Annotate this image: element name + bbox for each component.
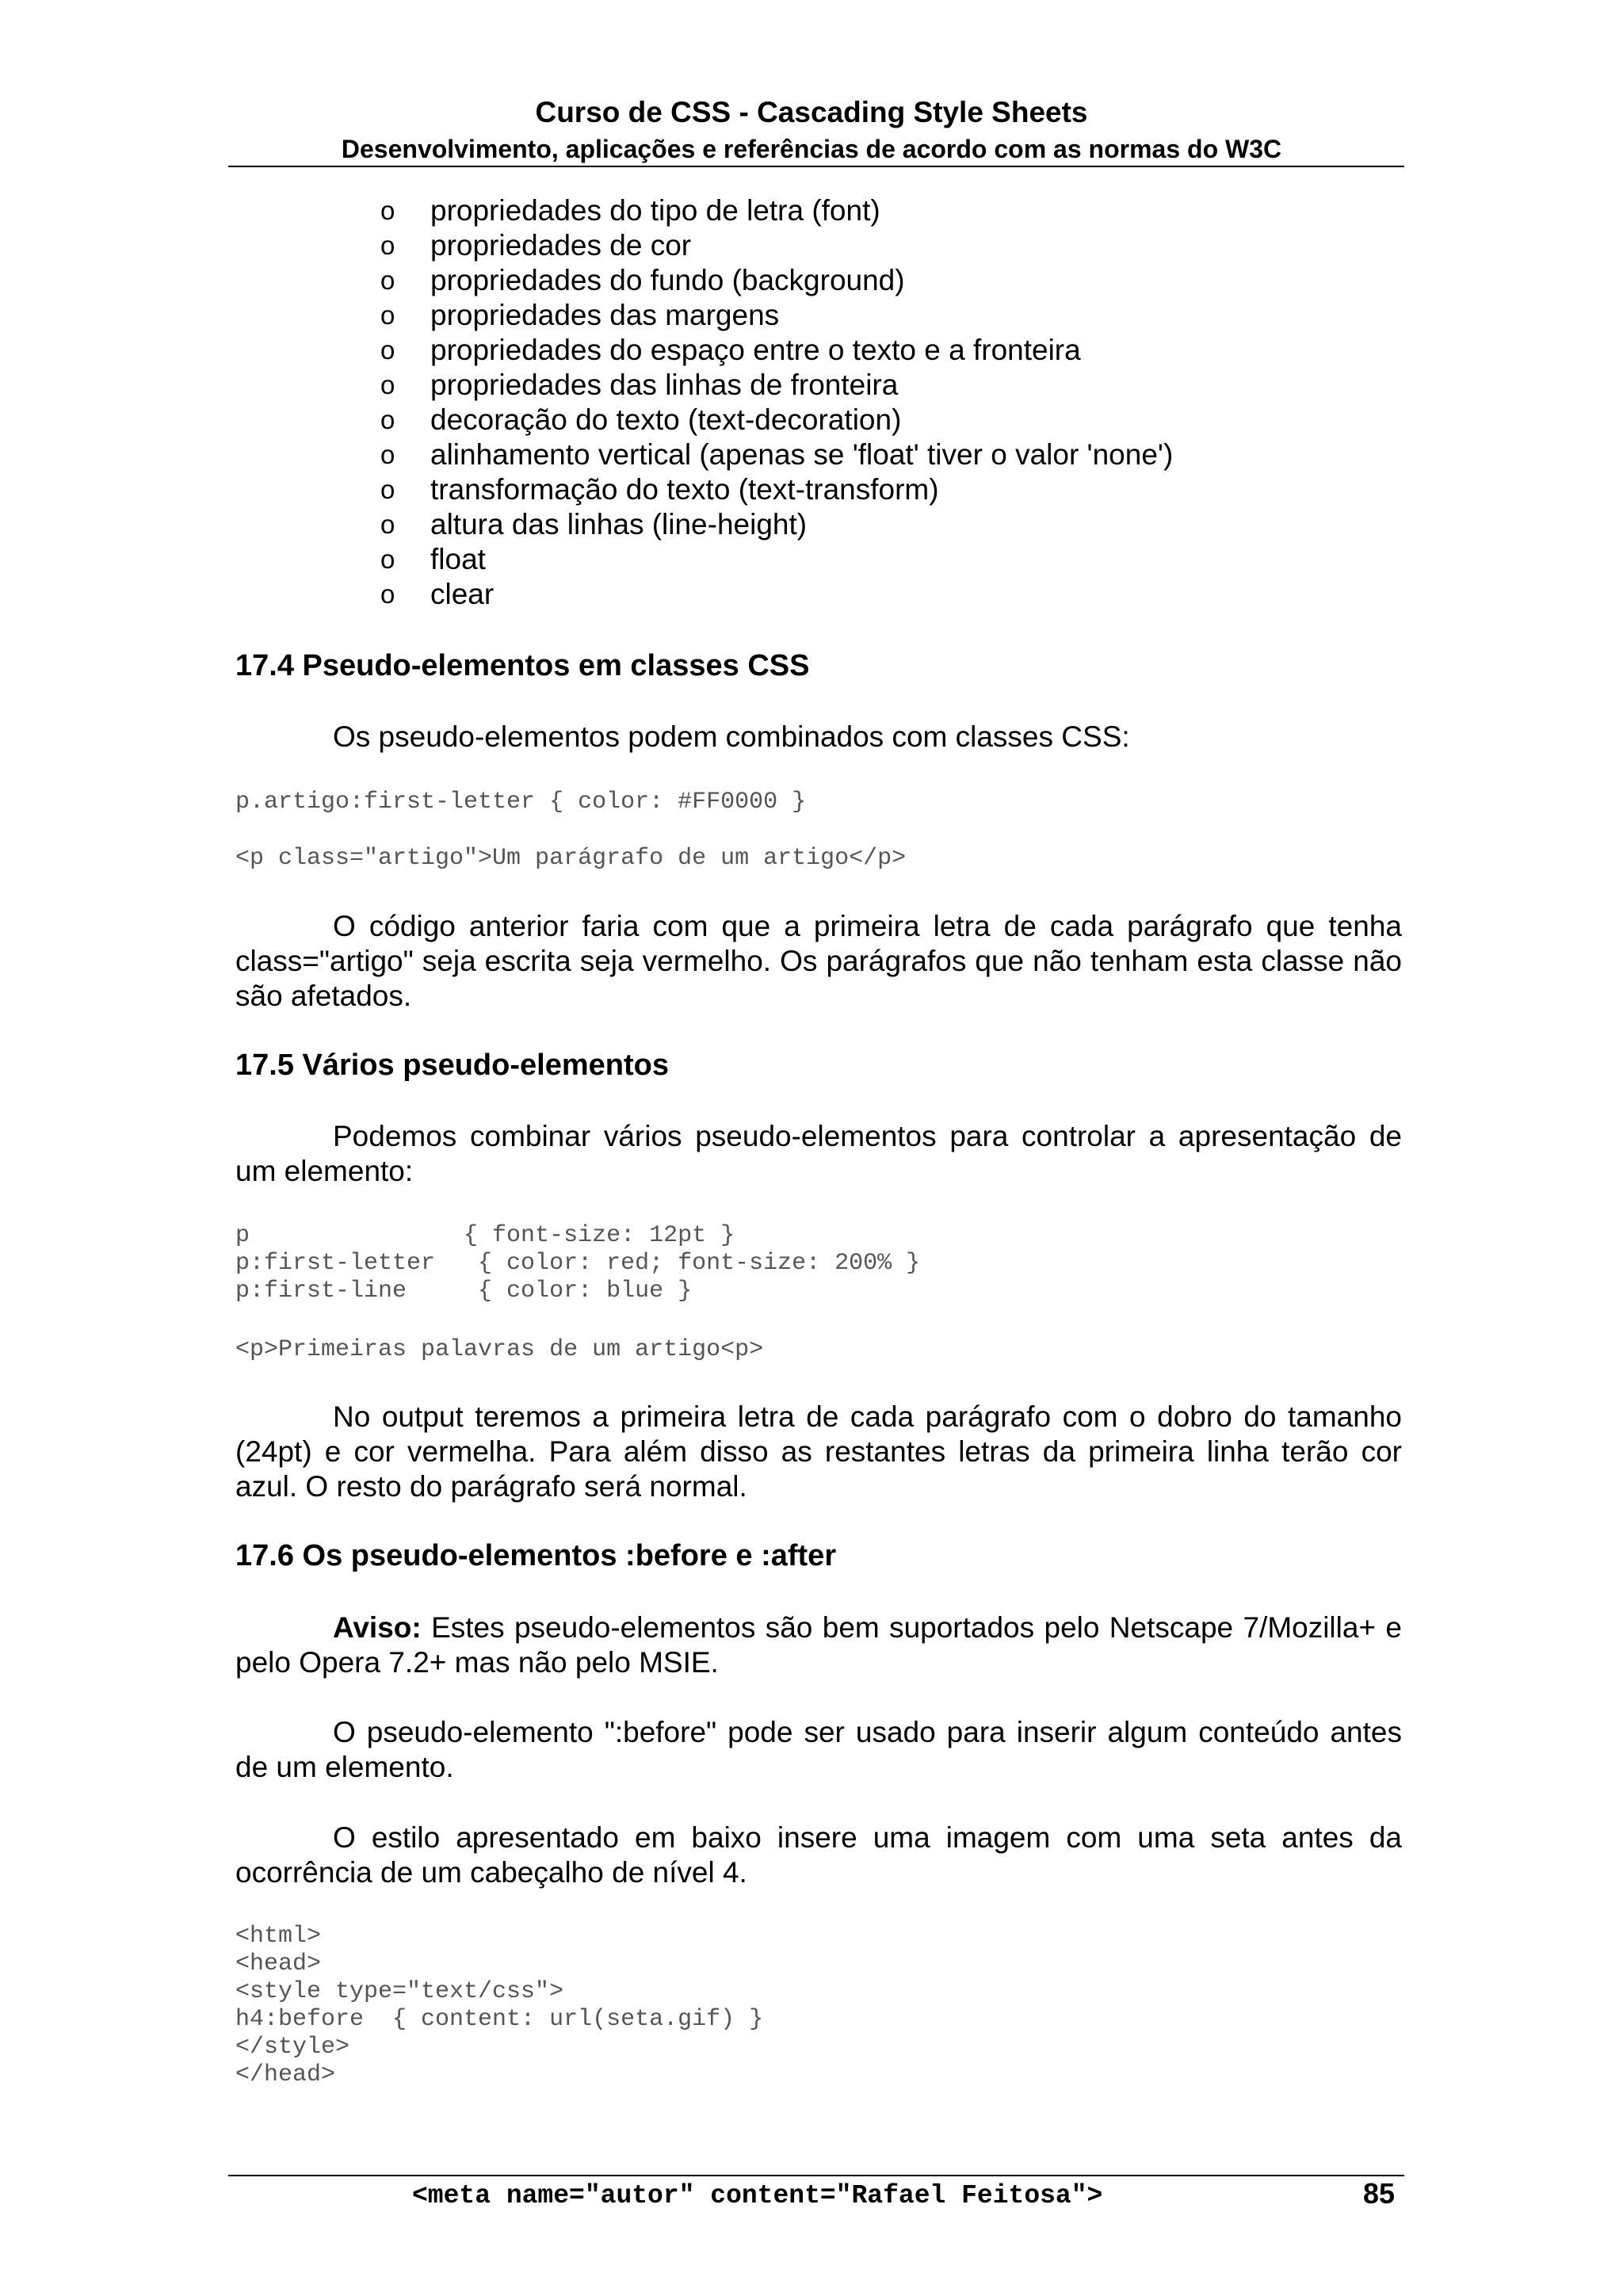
paragraph-17-5-explanation: No output teremos a primeira letra de cada parágrafo com o dobro do tamanho (24pt) e cor vermelha. Para além disso as restantes letras da primeira linha terão cor azul. O resto do parágrafo será normal.: [235, 1400, 1402, 1503]
page-number: 85: [1363, 2177, 1396, 2210]
heading-17-5: 17.5 Vários pseudo-elementos: [235, 1049, 669, 1082]
paragraph-before: O pseudo-elemento ":before" pode ser usado para inserir algum conteúdo antes de um elemento.: [235, 1716, 1402, 1783]
bullet-marker: o: [380, 231, 395, 260]
bullet-marker: o: [380, 335, 395, 365]
bullet-marker: o: [380, 440, 395, 469]
bullet-marker: o: [380, 300, 395, 330]
bullet-marker: o: [380, 510, 395, 539]
bullet-marker: o: [380, 579, 395, 609]
heading-17-6: 17.6 Os pseudo-elementos :before e :after: [235, 1539, 837, 1572]
bullet-marker: o: [380, 370, 395, 399]
code-block-17-4-css: p.artigo:first-letter { color: #FF0000 }: [235, 789, 807, 816]
bullet-marker: o: [380, 196, 395, 225]
paragraph-17-5-intro: Podemos combinar vários pseudo-elementos para controlar a apresentação de um elemento:: [235, 1120, 1402, 1187]
bullet-marker: o: [380, 405, 395, 434]
paragraph-17-4-explanation: O código anterior faria com que a primeira letra de cada parágrafo que tenha class="artigo" seja escrita seja vermelho. Os parágrafos que não tenham esta classe não são afetados.: [235, 910, 1402, 1012]
paragraph-17-4-intro: Os pseudo-elementos podem combinados com classes CSS:: [333, 720, 1130, 753]
paragraph-warning: Aviso: Estes pseudo-elementos são bem suportados pelo Netscape 7/Mozilla+ e pelo Opera 7.2+ mas não pelo MSIE.: [235, 1611, 1402, 1679]
code-block-17-5-css: p { font-size: 12pt } p:first-letter { color: red; font-size: 200% } p:first-line { color: blue }: [235, 1222, 921, 1305]
bullet-marker: o: [380, 266, 395, 295]
code-block-17-4-html: <p class="artigo">Um parágrafo de um artigo</p>: [235, 845, 907, 872]
footer-rule: [228, 2175, 1404, 2176]
warning-label: Aviso:: [333, 1611, 422, 1644]
heading-17-4: 17.4 Pseudo-elementos em classes CSS: [235, 649, 810, 682]
document-page: Curso de CSS - Cascading Style Sheets Desenvolvimento, aplicações e referências de acordo com as normas do W3C o propriedades do tipo de letra (font) o propriedades de cor o propriedades do fundo (background) o propriedades das margens o propriedades do espaço entre o texto e a fronteira o propriedades das linhas de fronteira o decoração do texto (text-decoration) o alinhamento vertical (apenas se 'float' tiver o valor 'none') o transformação do texto (text-transform) o altura das linhas (line-height) o float o clear 17.4 Pseudo-elementos em classes CSS Os pseudo-elementos podem combinados com classes CSS: p.artigo:first-letter { color: #FF0000 } <p class="artigo">Um parágrafo de um artigo</p> O código anterior faria com que a primeira letra de cada parágrafo que tenha class="artigo" seja escrita seja vermelho. Os parágrafos que não tenham esta classe não são afetados. 17.5 Vários pseudo-elementos Podemos combinar vários pseudo-elementos para controlar a apresentação de um elemento: p { font-size: 12pt } p:first-letter { color: red; font-size: 200% } p:first-line { color: blue } <p>Primeiras palavras de um artigo<p> No output teremos a primeira letra de cada parágrafo com o dobro do tamanho (24pt) e cor vermelha. Para além disso as restantes letras da primeira linha terão cor azul. O resto do parágrafo será normal. 17.6 Os pseudo-elementos :before e :after Aviso: Estes pseudo-elementos são bem suportados pelo Netscape 7/Mozilla+ e pelo Opera 7.2+ mas não pelo MSIE. O pseudo-elemento ":before" pode ser usado para inserir algum conteúdo antes de um elemento. O estilo apresentado em baixo insere uma imagem com uma seta antes da ocorrência de um cabeçalho de nível 4. <html> <head> <style type="text/css"> h4:before { content: url(seta.gif) } </style> </head> <meta name="autor" content="Rafael Feitosa"> 85: [0, 0, 1623, 2296]
paragraph-style: O estilo apresentado em baixo insere uma imagem com uma seta antes da ocorrência de um cabeçalho de nível 4.: [235, 1821, 1402, 1889]
header-rule: [228, 166, 1404, 167]
running-header-subtitle: Desenvolvimento, aplicações e referências de acordo com as normas do W3C: [341, 135, 1282, 163]
code-block-17-6: <html> <head> <style type="text/css"> h4:before { content: url(seta.gif) } </style> </head>: [235, 1923, 764, 2088]
bullet-marker: o: [380, 475, 395, 504]
code-block-17-5-html: <p>Primeiras palavras de um artigo<p>: [235, 1336, 764, 1363]
bullet-marker: o: [380, 544, 395, 574]
running-header-title: Curso de CSS - Cascading Style Sheets: [535, 96, 1088, 128]
footer-author-meta: <meta name="autor" content="Rafael Feitosa">: [412, 2181, 1103, 2210]
